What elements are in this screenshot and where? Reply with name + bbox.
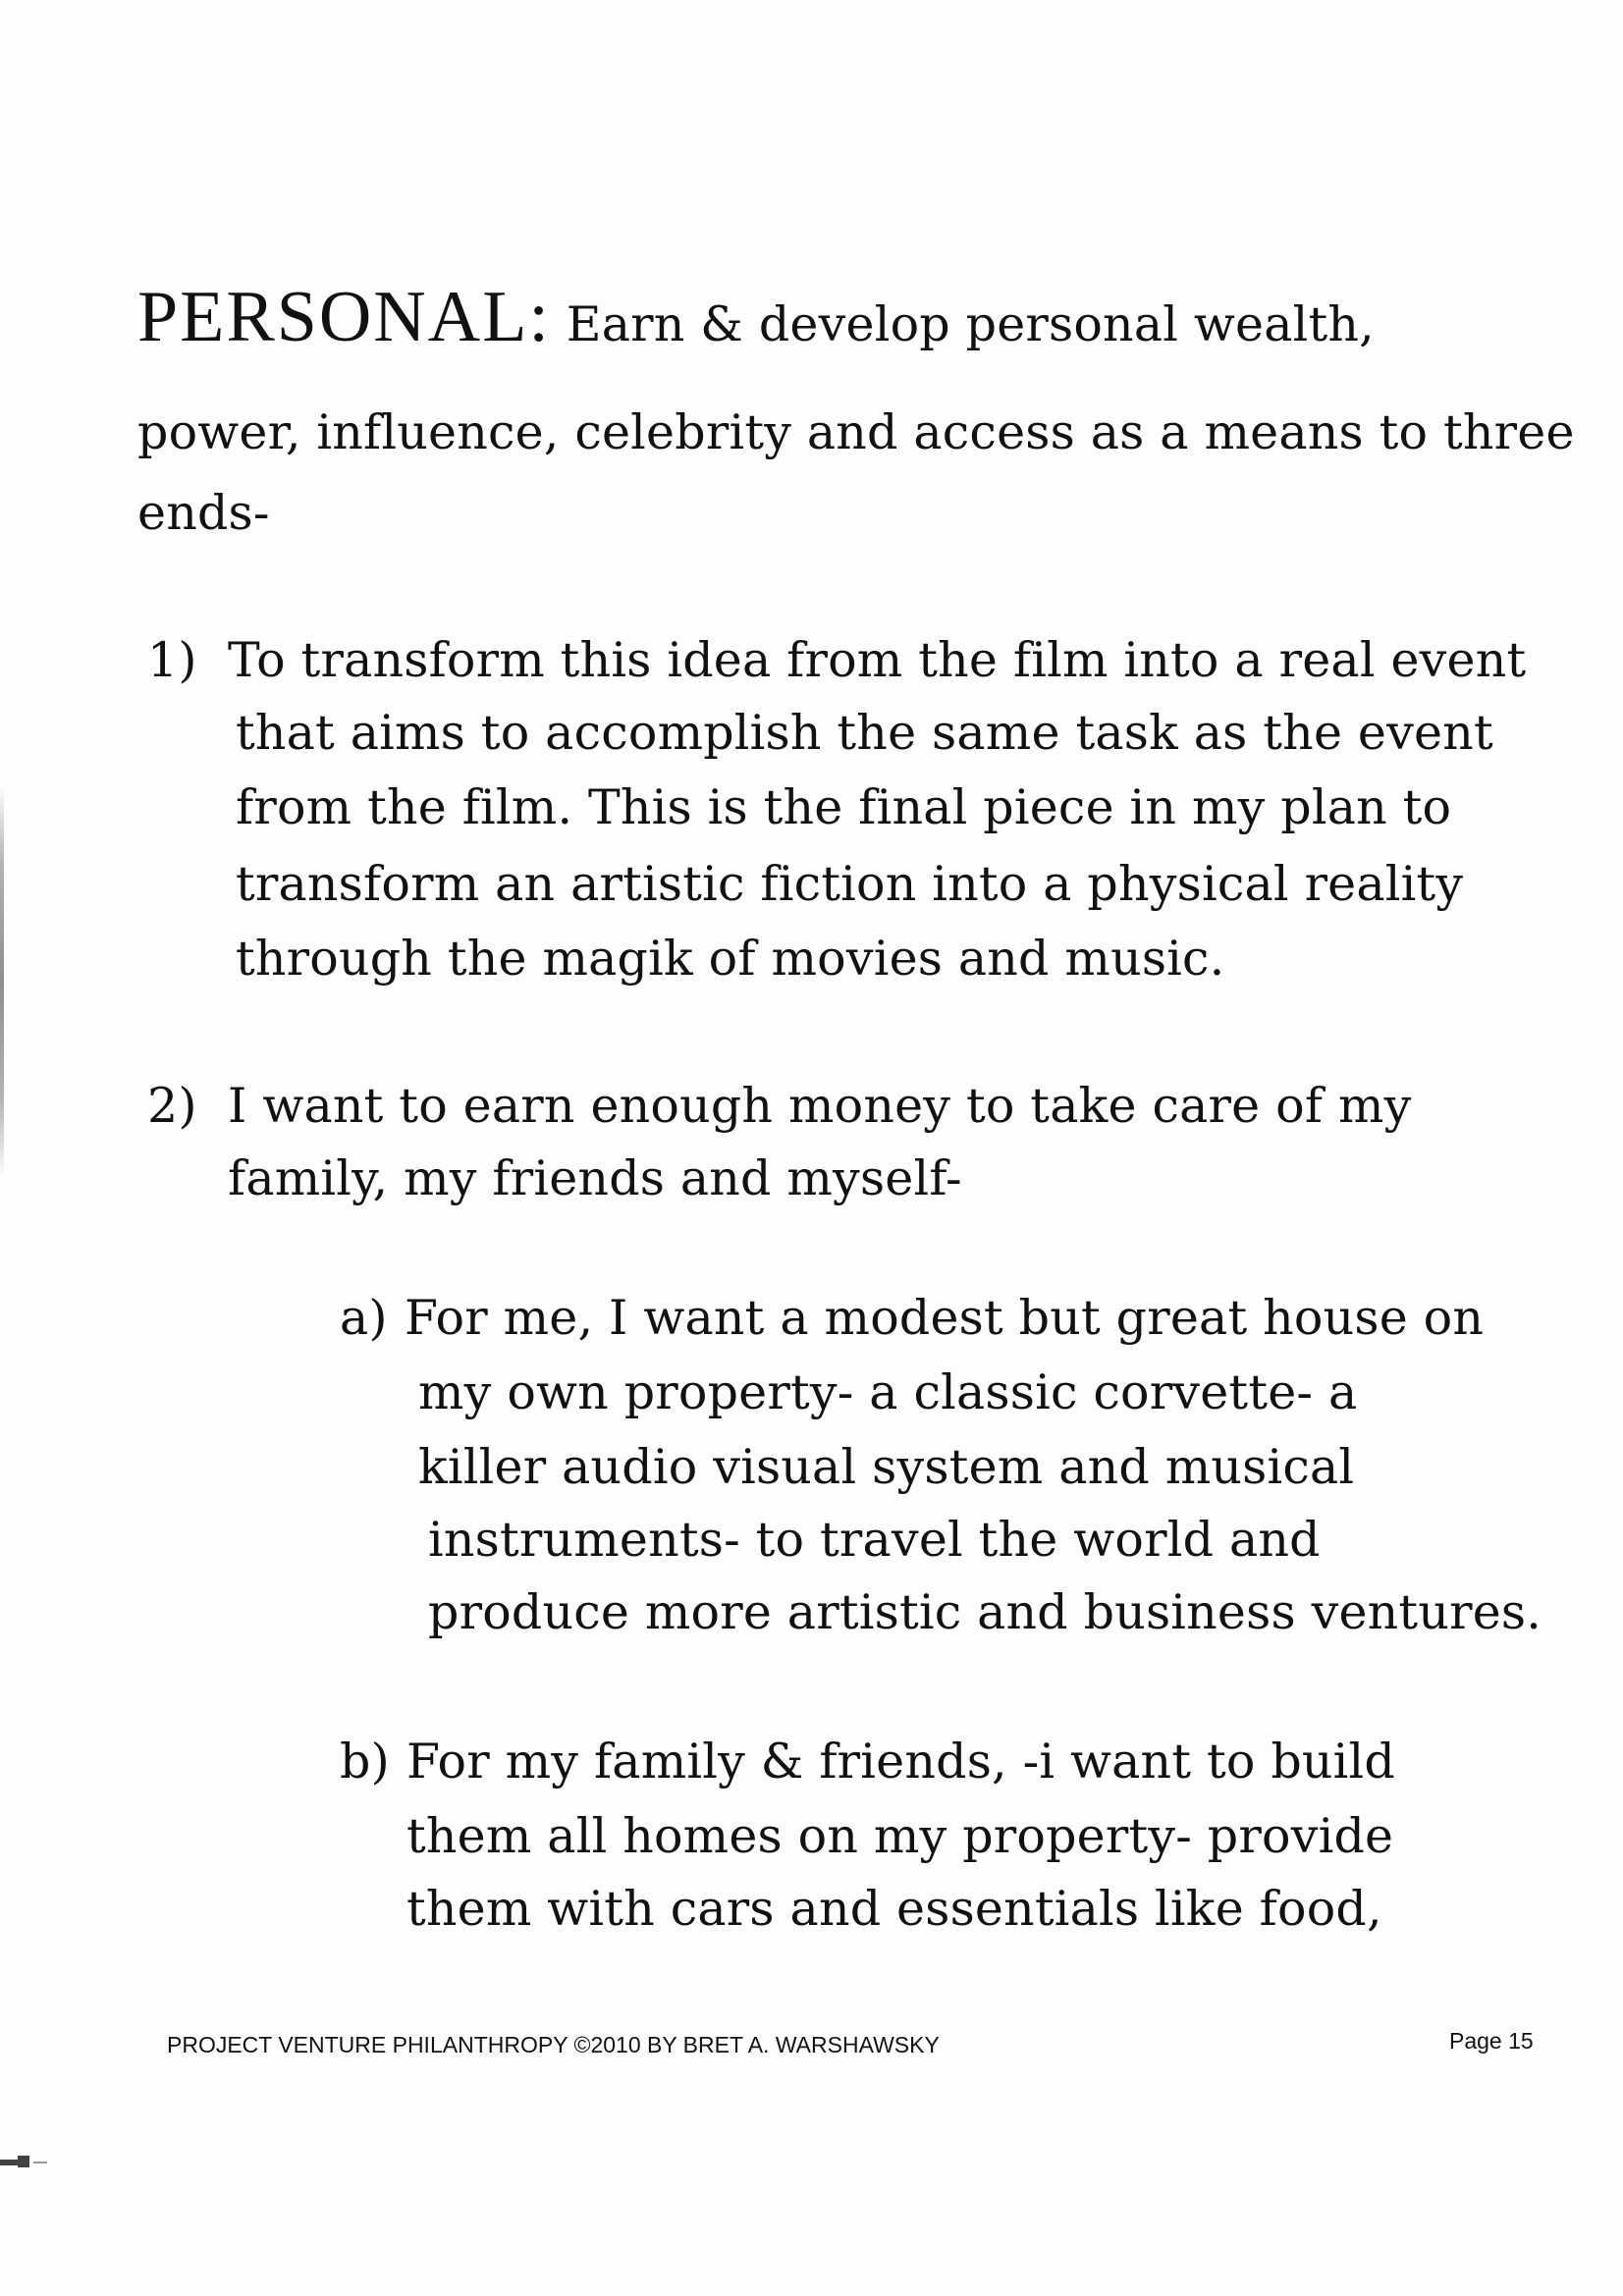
list-item-2-line: I want to earn enough money to take care of my bbox=[228, 1078, 1412, 1134]
list-item-1-line: from the film. This is the final piece in my plan to bbox=[236, 779, 1452, 835]
list-item-2a-marker: a) bbox=[340, 1290, 388, 1346]
list-item-2a-line: killer audio visual system and musical bbox=[418, 1439, 1355, 1495]
list-item-1-marker: 1) bbox=[147, 632, 197, 688]
list-item-2b-line: them all homes on my property- provide bbox=[406, 1808, 1394, 1864]
list-item-2a-line: instruments- to travel the world and bbox=[428, 1512, 1321, 1568]
list-item-2b-line: them with cars and essentials like food, bbox=[406, 1881, 1382, 1937]
list-item-1-line: To transform this idea from the film into a real event bbox=[228, 632, 1527, 688]
list-item-2-marker: 2) bbox=[147, 1078, 197, 1134]
footer-page-number: Page 15 bbox=[1449, 2028, 1534, 2054]
heading-subtitle: Earn & develop personal wealth, bbox=[566, 296, 1375, 352]
footer-copyright: PROJECT VENTURE PHILANTHROPY ©2010 BY BRET A. WARSHAWSKY bbox=[167, 2032, 940, 2057]
heading-line bbox=[137, 277, 1375, 357]
list-item-2a-line: For me, I want a modest but great house on bbox=[405, 1290, 1485, 1346]
list-item-2b-marker: b) bbox=[340, 1734, 390, 1789]
list-item-1-line: through the magik of movies and music. bbox=[236, 931, 1225, 987]
scan-edge-mark bbox=[0, 785, 4, 1178]
intro-line: power, influence, celebrity and access as a means to three bbox=[137, 404, 1575, 460]
list-item-1-line: that aims to accomplish the same task as the event bbox=[236, 705, 1493, 761]
list-item-2b-line: For my family & friends, -i want to build bbox=[406, 1734, 1395, 1789]
list-item-2-line: family, my friends and myself- bbox=[228, 1150, 962, 1206]
intro-line: ends- bbox=[137, 485, 270, 541]
scan-blot-mark bbox=[0, 2156, 47, 2169]
list-item-2a-line: produce more artistic and business ventures. bbox=[428, 1584, 1542, 1640]
list-item-1-line: transform an artistic fiction into a physical reality bbox=[236, 856, 1464, 912]
heading-title: PERSONAL: bbox=[137, 277, 551, 357]
list-item-2a-line: my own property- a classic corvette- a bbox=[418, 1364, 1358, 1420]
